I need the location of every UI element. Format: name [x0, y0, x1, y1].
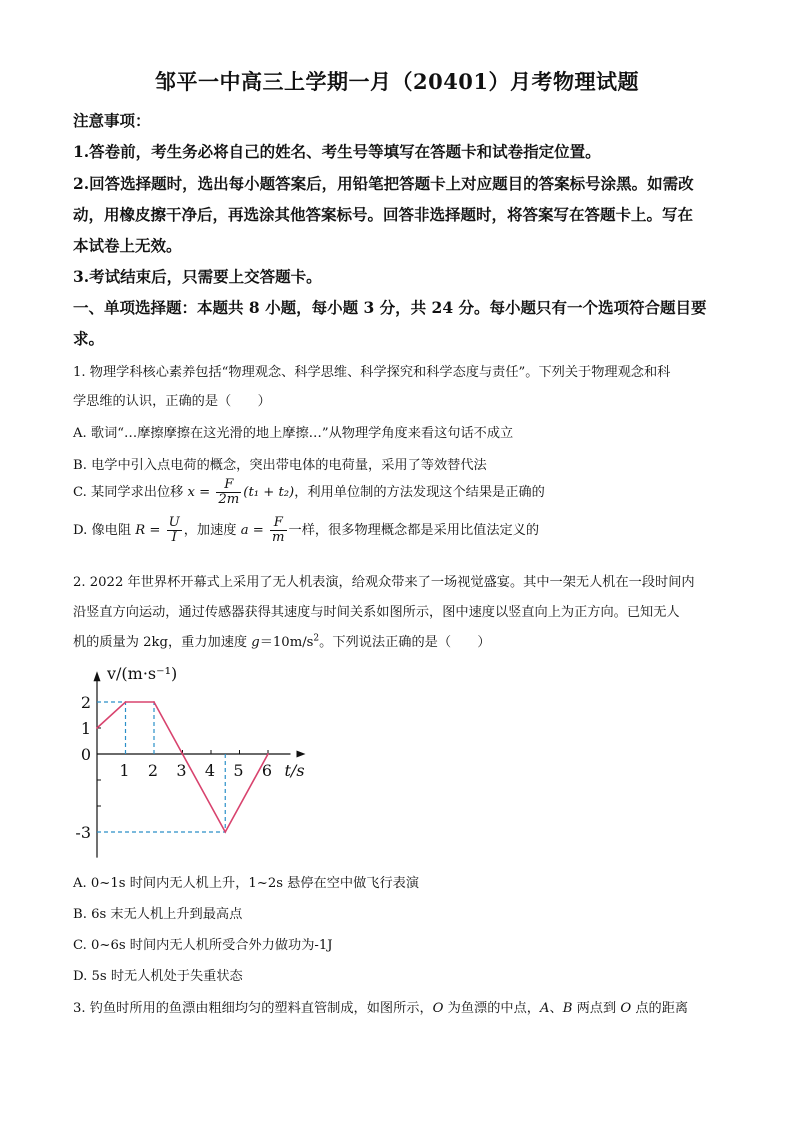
y-tick-label: -3 [75, 823, 91, 842]
q1-option-d-r: R [135, 522, 146, 538]
y-axis-label: v/(m·s⁻¹) [107, 664, 178, 684]
q2-gravity-exponent: 2 [313, 633, 320, 644]
x-tick-label: 6 [261, 761, 273, 780]
velocity-data-point [267, 753, 269, 755]
q3-stem-middle-2: 两点到 [572, 1001, 621, 1016]
x-tick-label: 4 [204, 761, 216, 780]
q3-point-o-second: O [620, 1001, 632, 1016]
notice-item-1: 1.答卷前，考生务必将自己的姓名、考生号等填写在答题卡和试卷指定位置。 [73, 142, 601, 161]
q3-stem-prefix: 3. 钓鱼时所用的鱼漂由粗细均匀的塑料直管制成，如图所示， [73, 1001, 433, 1016]
y-tick-label: 1 [80, 719, 91, 738]
x-axis-arrow [297, 751, 306, 758]
notice-item-3: 3.考试结束后，只需要上交答题卡。 [73, 267, 322, 286]
q2-gravity-symbol: g [251, 635, 260, 650]
q1-option-c-x: x [187, 484, 195, 500]
notice-item-2-line-2: 动，用橡皮擦干净后，再选涂其他答案标号。回答非选择题时，将答案写在答题卡上。写在 [73, 205, 694, 224]
section-1-heading-line-1: 一、单项选择题：本题共 8 小题，每小题 3 分，共 24 分。每小题只有一个选项符合题目要 [73, 298, 707, 317]
y-axis-arrow [94, 671, 101, 681]
q1-option-d-middle: ，加速度 [183, 522, 241, 538]
q1-option-c-parenthesis: (t₁ + t₂) [243, 484, 295, 500]
q1-option-d-fraction-2 [270, 516, 287, 545]
q1-option-c-numerator: F [216, 478, 241, 493]
q1-option-d-a: a [240, 522, 249, 538]
q3-stem-line-1 [73, 997, 688, 1016]
x-axis-label: t/s [284, 761, 305, 780]
x-tick-label: 1 [119, 761, 130, 780]
page-title: 邹平一中高三上学期一月（20401）月考物理试题 [154, 69, 640, 94]
notice-item-2-line-3: 本试卷上无效。 [73, 236, 182, 255]
x-tick-label: 2 [147, 761, 159, 780]
q1-option-a: A. 歌词“…摩擦摩擦在这光滑的地上摩擦…”从物理学角度来看这句话不成立 [73, 426, 514, 441]
q3-point-a: A [539, 1001, 550, 1016]
x-tick-label: 3 [176, 761, 187, 780]
q3-stem-middle-1: 为鱼漂的中点， [443, 1001, 540, 1016]
q1-option-c [73, 478, 545, 507]
y-tick-label: 2 [80, 693, 91, 712]
q1-option-d-prefix: D. 像电阻 [73, 522, 136, 538]
velocity-data-point [153, 701, 155, 703]
q1-option-c-fraction [216, 478, 241, 507]
q3-stem-suffix: 点的距离 [631, 1001, 689, 1016]
notice-heading: 注意事项： [73, 111, 151, 130]
q1-option-d-denominator-2: m [272, 529, 285, 545]
q1-option-c-denominator: 2m [218, 491, 240, 507]
q1-option-d-equals-2: = [248, 522, 269, 538]
q3-point-b: B [562, 1001, 573, 1016]
q2-stem-line-3-prefix: 机的质量为 2kg，重力加速度 [73, 635, 252, 650]
q2-stem-line-3-suffix: 。下列说法正确的是（ ） [319, 635, 491, 650]
velocity-time-chart [75, 664, 320, 848]
q2-option-a: A. 0~1s 时间内无人机上升，1~2s 悬停在空中做飞行表演 [73, 876, 420, 891]
velocity-data-point [96, 727, 98, 729]
q1-stem-line-1: 1. 物理学科核心素养包括“物理观念、科学思维、科学探究和科学态度与责任”。下列关于物理观念和科 [73, 365, 671, 380]
q1-option-d-numerator-2: F [270, 516, 287, 531]
q1-option-b: B. 电学中引入点电荷的概念，突出带电体的电荷量，采用了等效替代法 [73, 458, 487, 473]
q1-option-d [73, 516, 539, 545]
q2-stem-line-3 [73, 631, 491, 650]
x-tick-label: 5 [233, 761, 244, 780]
q1-stem-line-2: 学思维的认识，正确的是（ ） [73, 394, 271, 409]
notice-item-2-line-1: 2.回答选择题时，选出每小题答案后，用铅笔把答题卡上对应题目的答案标号涂黑。如需改 [73, 174, 694, 193]
section-1-heading-line-2: 求。 [73, 329, 105, 348]
q1-option-d-denominator-1: I [171, 529, 177, 545]
q2-option-c: C. 0~6s 时间内无人机所受合外力做功为-1J [73, 938, 333, 953]
q1-option-c-equals: = [194, 484, 215, 500]
velocity-data-point [182, 753, 184, 755]
q1-option-d-fraction-1 [167, 516, 182, 545]
velocity-data-point [125, 701, 127, 703]
q2-option-b: B. 6s 末无人机上升到最高点 [73, 907, 243, 922]
velocity-data-point [224, 831, 226, 833]
q1-option-d-numerator-1: U [168, 515, 180, 530]
q3-separator: 、 [549, 1001, 563, 1016]
q1-option-d-equals-1: = [145, 522, 165, 538]
q2-stem-line-2: 沿竖直方向运动，通过传感器获得其速度与时间关系如图所示，图中速度以竖直向上为正方向。已知无人 [73, 605, 680, 620]
q2-stem-line-1: 2. 2022 年世界杯开幕式上采用了无人机表演，给观众带来了一场视觉盛宴。其中一架无人机在一段时间内 [73, 575, 695, 590]
q2-gravity-value: ＝10m/s [259, 635, 314, 650]
q1-option-d-suffix: 一样，很多物理概念都是采用比值法定义的 [288, 522, 540, 538]
q1-option-c-suffix: ，利用单位制的方法发现这个结果是正确的 [294, 484, 545, 500]
q3-point-o: O [432, 1001, 444, 1016]
y-tick-label: 0 [80, 745, 91, 764]
q1-option-c-prefix: C. 某同学求出位移 [73, 484, 188, 500]
q2-option-d: D. 5s 时无人机处于失重状态 [73, 969, 243, 984]
